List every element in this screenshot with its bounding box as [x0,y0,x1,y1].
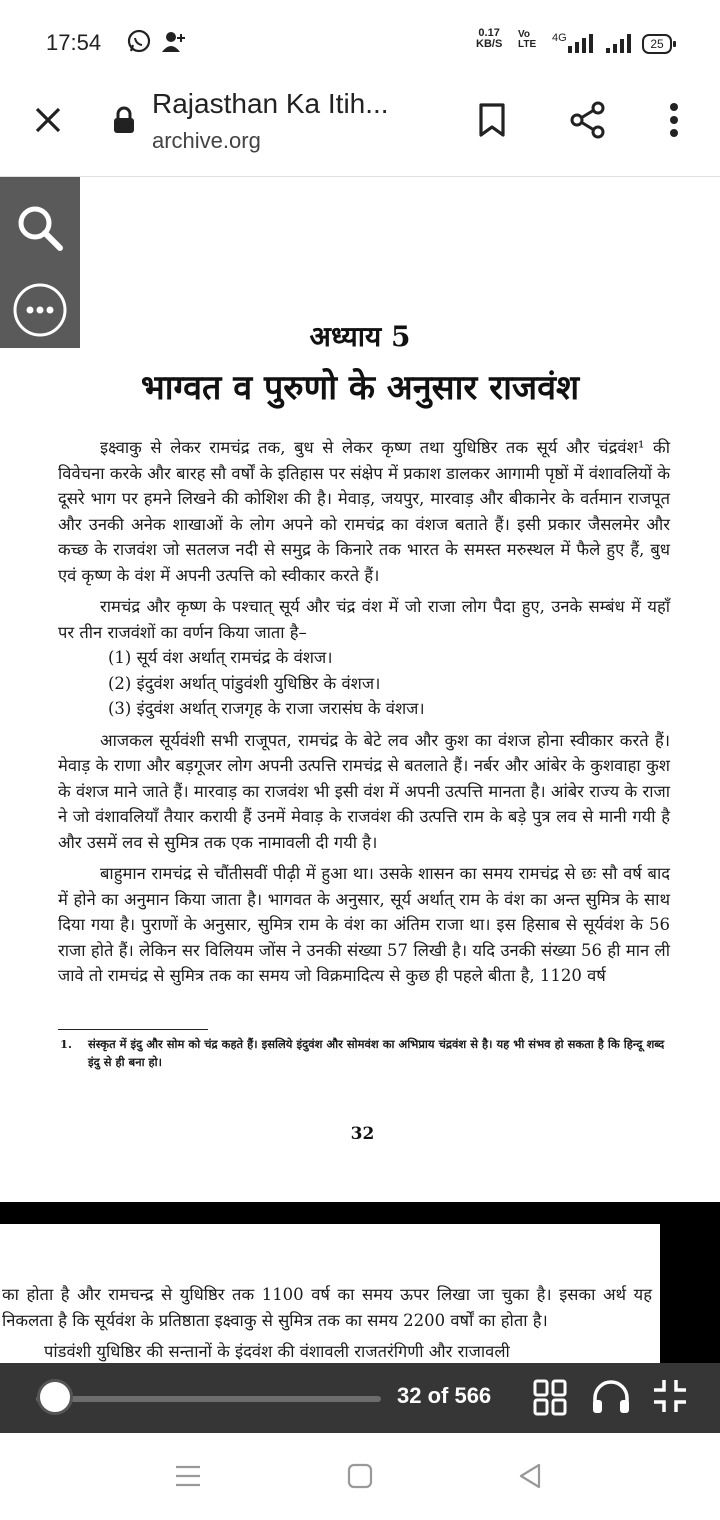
volte-bottom: LTE [518,39,537,50]
footnote-number: 1. [60,1037,73,1051]
page2-body [2,1282,652,1365]
exit-fullscreen-button[interactable] [652,1378,688,1418]
status-time: 17:54 [46,30,102,55]
signal-icon [566,34,596,58]
net-speed-unit: KB/S [476,38,503,50]
paragraph: रामचंद्र और कृष्ण के पश्चात् सूर्य और चंद्र वंश में जो राजा लोग पैदा हुए, उनके सम्बंध में यहाँ पर तीन राजवंशों का वर्णन किया जाता है– [58,597,670,642]
volte-indicator [518,30,536,50]
list-item: (1) सूर्य वंश अर्थात् रामचंद्र के वंशज। [108,648,333,667]
page-separator [0,1202,720,1224]
bookmark-button[interactable] [470,98,514,142]
net-speed-value: 0.17 [478,27,500,39]
paragraph: आजकल सूर्यवंशी सभी राजूपत, रामचंद्र के बेटे लव और कुश का वंशज होना स्वीकार करते हैं। मेवाड़ के राणा और बड़गूजर लोग अपनी उत्पत्ति रामचंद्र से बतलाते हैं। नर्बर और आंबेर के कुशवाहा कुश के वंशज माने जाते हैं। मारवाड़ का राजवंश भी इसी वंश में अपनी उत्पत्ति मानता है। आंबेर राज्य के राजा ने जो वंशावलियाँ तैयार करायी हैं उनमें मेवाड़ के राजवंश की उत्पत्ति राम के बड़े पुत्र लव से मानी गयी है और उसमें लव से सुमित्र तक एक नामावली दी गयी है। [58,730,670,852]
net-speed [476,28,502,50]
grid-view-icon [532,1378,568,1416]
volte-top: Vo [518,29,531,40]
recents-button[interactable] [170,1460,206,1492]
page-number: 32 [350,1124,375,1144]
add-contact-icon [160,28,188,58]
book-page [0,177,720,1202]
more-options-button[interactable] [654,98,694,142]
close-button[interactable] [28,100,68,140]
document-domain[interactable]: archive.org [152,128,261,153]
footnote-divider [58,1029,208,1030]
network-type: 4G [552,32,567,44]
page-count: 32 of 566 [397,1383,492,1408]
search-button[interactable] [12,200,68,256]
chapter-number: अध्याय 5 [309,320,411,353]
list-item: (3) इंदुवंश अर्थात् राजगृह के राजा जरासंघ के वंशज। [108,699,425,718]
home-icon [347,1463,373,1489]
share-icon [568,100,608,140]
page-body [58,435,670,995]
exit-fullscreen-icon [652,1378,688,1414]
page2-paragraph: का होता है और रामचन्द्र से युधिष्ठिर तक 1100 वर्ष का समय ऊपर लिखा जा चुका है। इसका अर्थ यह निकलता है कि सूर्यवंश के प्रतिष्ठाता इक्ष्वाकु से सुमित्र तक का समय 2200 वर्षों का होता है। [2,1285,652,1330]
search-icon [15,203,65,253]
footnote-text: संस्कृत में इंदु और सोम को चंद्र कहते हैं। इसलिये इंदुवंश और सोमवंश का अभिप्राय चंद्रवंश से है। यह भी संभव हो सकता है कि हिन्दू शब्द इंदु से ही बना हो। [88,1037,665,1069]
status-bar [0,0,720,80]
battery-indicator: 25 [642,34,672,54]
page2-next-line: पांडवंशी युधिष्ठिर की सन्तानों के इंदवंश की वंशावली राजतरंगिणी और राजावली [44,1342,510,1361]
bookmark-icon [477,102,507,138]
more-vert-icon [669,102,679,138]
read-aloud-button[interactable] [590,1378,632,1420]
book-reader[interactable] [0,177,720,1432]
headphones-icon [590,1378,632,1416]
back-button[interactable] [512,1460,548,1492]
share-button[interactable] [566,98,610,142]
page-slider[interactable] [36,1396,381,1402]
more-horiz-icon [12,282,68,338]
close-icon [33,105,63,135]
list-item: (2) इंदुवंश अर्थात् पांडुवंशी युधिष्ठिर के वंशज। [108,673,381,693]
footnote [58,1035,670,1071]
lock-icon [110,104,138,136]
chapter-title: भाग्वत व पुरुणो के अनुसार राजवंश [140,368,580,408]
document-title[interactable]: Rajasthan Ka Itih... [152,88,389,119]
home-button[interactable] [342,1460,378,1492]
back-icon [517,1462,543,1490]
paragraph: बाहुमान रामचंद्र से चौंतीसवीं पीढ़ी में हुआ था। उसके शासन का समय रामचंद्र से छः सौ वर्ष बाद में होने का अनुमान किया जाता है। भागवत के अनुसार, सूर्य अर्थात् राम के वंश का अन्त सुमित्र के साथ दिया गया है। पुराणों के अनुसार, सुमित्र राम के वंश का अंतिम राजा था। इस हिसाब से सूर्यवंश के 56 राजा होते हैं। लेकिन सर विलियम जोंस ने उनकी संख्या 57 लिखी है। यदि उनकी संख्या 56 ही मान ली जावे तो रामचंद्र से सुमित्र तक का समय जो विक्रमादित्य से कुछ ही पहले बीता है, 1120 वर्ष [58,864,670,985]
more-button[interactable] [10,280,70,340]
recents-icon [174,1464,202,1488]
whatsapp-icon [126,28,152,58]
signal-icon-2 [604,34,634,58]
grid-view-button[interactable] [532,1378,568,1420]
paragraph: इक्ष्वाकु से लेकर रामचंद्र तक, बुध से लेकर कृष्ण तथा युधिष्ठिर तक सूर्य और चंद्रवंश¹ की विवेचना करके और बारह सौ वर्षों के इतिहास पर संक्षेप में प्रकाश डालकर आगामी पृष्ठों में वंशावलियों के दूसरे भाग पर हमने लिखने की कोशिश की है। मेवाड़, जयपुर, मारवाड़ और बीकानेर के वर्तमान राजपूत और उनकी अनेक शाखाओं के लोग अपने को रामचंद्र का वंशज बताते हैं। इसी प्रकार जैसलमेर और कच्छ के राजवंश जो सतलज नदी से समुद्र के किनारे तक भारत के समस्त मरुस्थल में फैले हुए हैं, बुध एवं कृष्ण के वंश में अपनी उत्पत्ति को स्वीकार करते हैं। [58,438,670,585]
